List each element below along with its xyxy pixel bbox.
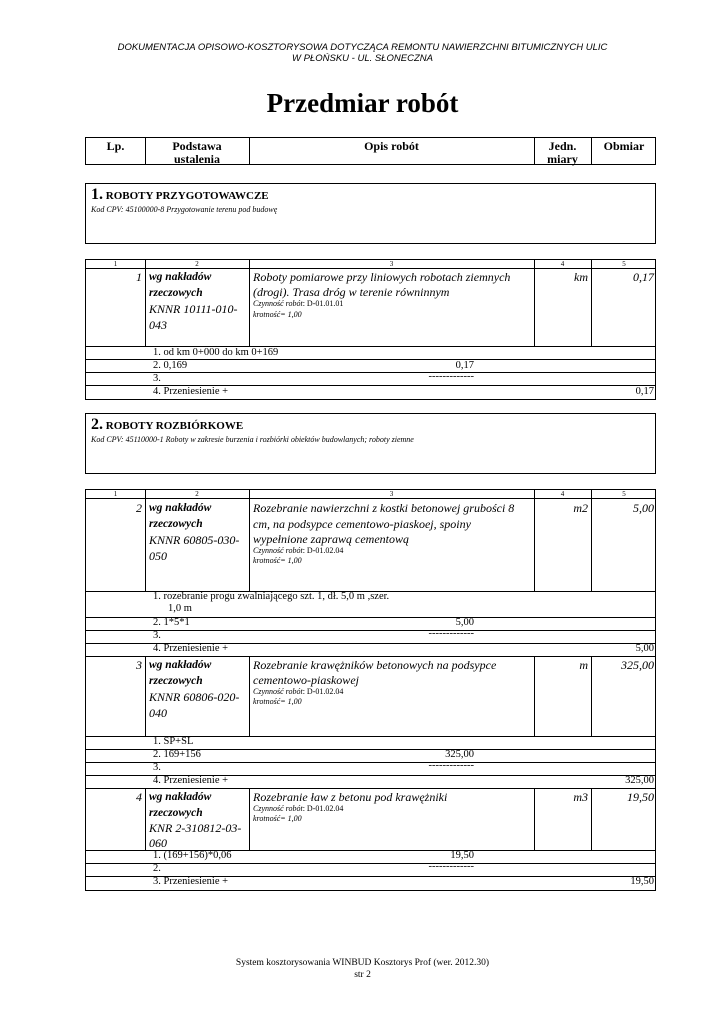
item-1-krotnosc: krotność= 1,00 bbox=[253, 310, 302, 319]
footer-system: System kosztorysowania WINBUD Kosztorys Prof (wer. 2012.30) bbox=[235, 958, 490, 968]
item-2-measure-3-dash: ------------- bbox=[428, 628, 474, 639]
item-4-czynnosc: Czynność robót: D-01.02.04 bbox=[253, 804, 344, 813]
item-4-basis-1: wg nakładów bbox=[149, 791, 212, 803]
item-1-qty: 0,17 bbox=[633, 270, 654, 284]
column-podstawa-2: ustalenia bbox=[173, 152, 220, 166]
item-3-czynnosc: Czynność robót: D-01.02.04 bbox=[253, 687, 344, 696]
colnum-5: 5 bbox=[622, 260, 626, 268]
item-4-unit: m3 bbox=[573, 790, 588, 804]
colnum-1: 1 bbox=[113, 490, 118, 498]
column-jedn-1: Jedn. bbox=[548, 139, 577, 153]
footer-page: str 2 bbox=[354, 970, 371, 980]
item-4-measure-3: 3. Przeniesienie + bbox=[153, 876, 229, 887]
section-1-title bbox=[91, 186, 269, 204]
item-1-measure-4: 4. Przeniesienie + bbox=[153, 386, 229, 397]
item-1-desc-2: (drogi). Trasa dróg w terenie równinnym bbox=[253, 285, 450, 299]
item-3-basis-2: rzeczowych bbox=[149, 675, 203, 687]
item-1-measure-4-value: 0,17 bbox=[635, 386, 654, 397]
column-opis: Opis robót bbox=[364, 139, 419, 153]
column-jedn-2: miary bbox=[547, 152, 578, 166]
item-3-code-2: 040 bbox=[149, 706, 167, 720]
item-2-basis-2: rzeczowych bbox=[149, 518, 203, 530]
item-1-measure-3-dash: ------------- bbox=[428, 371, 474, 382]
document-header-line-2: W PŁOŃSKU - UL. SŁONECZNA bbox=[292, 53, 433, 64]
item-4-measure-2: 2. bbox=[153, 863, 161, 874]
item-2-code-1: KNNR 60805-030- bbox=[149, 533, 240, 547]
section-1-cpv: Kod CPV: 45100000-8 Przygotowanie terenu pod budowę bbox=[91, 205, 278, 214]
column-header-table bbox=[85, 137, 656, 165]
item-2-lp: 2 bbox=[136, 501, 142, 515]
item-3-lp: 3 bbox=[136, 658, 142, 672]
section-1-name: ROBOTY PRZYGOTOWAWCZE bbox=[105, 190, 269, 202]
item-2-measure-1: 1. rozebranie progu zwalniającego szt. 1, dł. 5,0 m ,szer. bbox=[153, 591, 390, 602]
item-3-measure-3-dash: ------------- bbox=[428, 760, 474, 771]
item-2-desc-1: Rozebranie nawierzchni z kostki betonowej grubości 8 bbox=[253, 501, 515, 515]
item-2-measure-2: 2. 1*5*1 bbox=[153, 617, 190, 628]
section-1-box bbox=[85, 183, 656, 244]
item-1-measure-3: 3. bbox=[153, 373, 161, 384]
column-podstawa-1: Podstawa bbox=[172, 139, 222, 153]
item-3-measure-1: 1. SP+SL bbox=[153, 736, 194, 747]
item-2-qty: 5,00 bbox=[633, 501, 654, 515]
item-3-unit: m bbox=[579, 658, 588, 672]
item-4-basis-2: rzeczowych bbox=[149, 807, 203, 819]
item-4-desc-1: Rozebranie ław z betonu pod krawężniki bbox=[253, 790, 448, 804]
item-3-krotnosc: krotność= 1,00 bbox=[253, 697, 302, 706]
item-1-table bbox=[85, 259, 656, 400]
item-4-lp: 4 bbox=[136, 790, 142, 804]
item-1-measure-2: 2. 0,169 bbox=[153, 360, 188, 371]
item-1-code-1: KNNR 10111-010- bbox=[149, 302, 238, 316]
item-2-measure-1b: 1,0 m bbox=[168, 603, 192, 614]
colnum-4: 4 bbox=[560, 260, 565, 268]
item-2-desc-3: wypełnione zaprawą cementową bbox=[253, 532, 409, 546]
item-4-measure-2-dash: ------------- bbox=[428, 861, 474, 872]
item-3-desc-2: cementowo-piaskowej bbox=[253, 673, 359, 687]
item-4-code-2: 060 bbox=[149, 836, 167, 850]
item-2-desc-2: cm, na podsypce cementowo-piaskoej, spoiny bbox=[253, 517, 471, 531]
column-obmiar: Obmiar bbox=[603, 139, 645, 153]
colnum-2: 2 bbox=[195, 260, 199, 268]
section-2-cpv: Kod CPV: 45110000-1 Roboty w zakresie burzenia i rozbiórki obiektów budowlanych; roboty ziemne bbox=[91, 435, 414, 444]
item-2-measure-2-value: 5,00 bbox=[455, 617, 474, 628]
colnum-3: 3 bbox=[389, 260, 394, 268]
item-3-measure-2: 2. 169+156 bbox=[153, 749, 201, 760]
section-1-number: 1. bbox=[91, 186, 103, 203]
item-1-unit: km bbox=[574, 270, 588, 284]
item-3-desc-1: Rozebranie krawężników betonowych na podsypce bbox=[253, 658, 497, 672]
item-4-measure-3-value: 19,50 bbox=[630, 876, 654, 887]
item-4-qty: 19,50 bbox=[627, 790, 654, 804]
item-3-measure-3: 3. bbox=[153, 762, 161, 773]
item-3-measure-2-value: 325,00 bbox=[445, 749, 474, 760]
item-2-unit: m2 bbox=[573, 501, 588, 515]
item-2-code-2: 050 bbox=[149, 549, 167, 563]
item-2-measure-4-value: 5,00 bbox=[635, 643, 654, 654]
items-2-4-table bbox=[85, 489, 656, 891]
item-1-czynnosc: Czynność robót: D-01.01.01 bbox=[253, 299, 344, 308]
colnum-5: 5 bbox=[622, 490, 626, 498]
item-3-measure-4-value: 325,00 bbox=[625, 775, 654, 786]
colnum-4: 4 bbox=[560, 490, 565, 498]
item-1-lp: 1 bbox=[136, 270, 142, 284]
item-4-measure-1-value: 19,50 bbox=[450, 850, 474, 861]
column-lp: Lp. bbox=[106, 139, 125, 153]
item-4-code-1: KNR 2-310812-03- bbox=[149, 821, 242, 835]
item-2-czynnosc: Czynność robót: D-01.02.04 bbox=[253, 546, 344, 555]
item-3-code-1: KNNR 60806-020- bbox=[149, 690, 240, 704]
item-2-measure-4: 4. Przeniesienie + bbox=[153, 643, 229, 654]
item-1-measure-2-value: 0,17 bbox=[455, 360, 474, 371]
item-2-krotnosc: krotność= 1,00 bbox=[253, 556, 302, 565]
colnum-3: 3 bbox=[389, 490, 394, 498]
item-1-measure-1: 1. od km 0+000 do km 0+169 bbox=[153, 347, 279, 358]
colnum-1: 1 bbox=[113, 260, 118, 268]
item-1-desc-1: Roboty pomiarowe przy liniowych robotach ziemnych bbox=[253, 270, 511, 284]
item-1-code-2: 043 bbox=[149, 318, 167, 332]
item-4-measure-1: 1. (169+156)*0,06 bbox=[153, 850, 232, 861]
item-4-krotnosc: krotność= 1,00 bbox=[253, 814, 302, 823]
item-1-basis-2: rzeczowych bbox=[149, 287, 203, 299]
item-3-basis-1: wg nakładów bbox=[149, 659, 212, 671]
section-2-name: ROBOTY ROZBIÓRKOWE bbox=[105, 420, 244, 432]
item-2-measure-3: 3. bbox=[153, 630, 161, 641]
section-2-number: 2. bbox=[91, 416, 103, 433]
document-header-line-1: DOKUMENTACJA OPISOWO-KOSZTORYSOWA DOTYCZĄCA REMONTU NAWIERZCHNI BITUMICZNYCH ULIC bbox=[117, 42, 608, 53]
colnum-2: 2 bbox=[195, 490, 199, 498]
section-2-title bbox=[91, 416, 243, 434]
item-3-measure-4: 4. Przeniesienie + bbox=[153, 775, 229, 786]
item-3-qty: 325,00 bbox=[621, 658, 654, 672]
page-title: Przedmiar robót bbox=[266, 88, 459, 118]
item-2-basis-1: wg nakładów bbox=[149, 502, 212, 514]
section-2-box bbox=[85, 413, 656, 474]
item-1-basis-1: wg nakładów bbox=[149, 271, 212, 283]
